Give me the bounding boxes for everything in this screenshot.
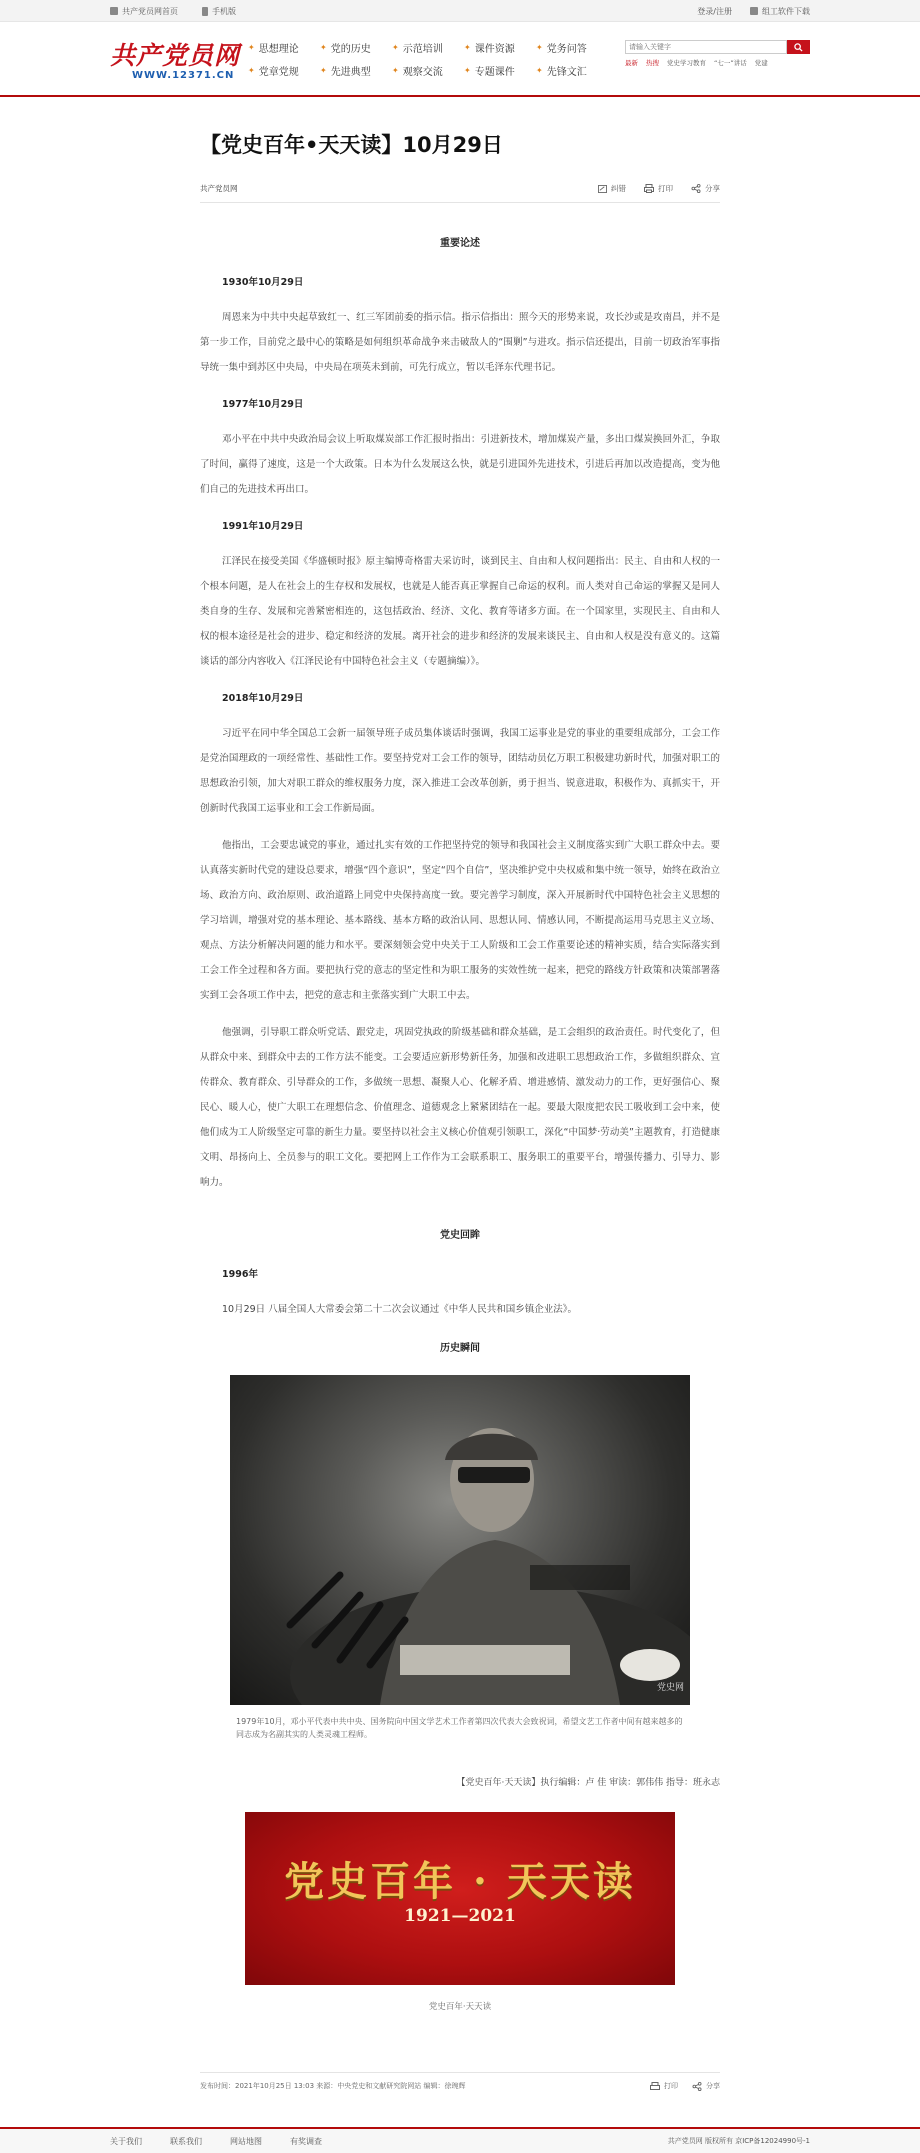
star-icon: ✦: [248, 42, 255, 52]
site-footer: [0, 2127, 920, 2153]
nav-item[interactable]: ✦ 示范培训: [392, 42, 443, 55]
star-icon: ✦: [320, 65, 327, 75]
hot-word[interactable]: “七一”讲话: [714, 59, 747, 67]
hot-word[interactable]: 党史学习教育: [667, 59, 706, 67]
share-icon: [691, 184, 701, 193]
nav-item[interactable]: ✦ 先锋文汇: [536, 65, 587, 78]
home-link[interactable]: [110, 6, 178, 17]
footer-link[interactable]: 联系我们: [170, 2136, 202, 2146]
star-icon: ✦: [464, 65, 471, 75]
site-logo[interactable]: [110, 36, 241, 81]
photo-caption: 1979年10月，邓小平代表中共中央、国务院向中国文学艺术工作者第四次代表大会致祝词，希望文艺工作者中间有越来越多的同志成为名副其实的人类灵魂工程师。: [236, 1717, 683, 1739]
entry-date: 1977年10月29日: [222, 399, 304, 410]
star-icon: ✦: [248, 65, 255, 75]
entry-paragraph: 邓小平在中共中央政治局会议上听取煤炭部工作汇报时指出：引进新技术，增加煤炭产量，多出口煤炭换回外汇，争取了时间，赢得了速度，这是一个大政策。日本为什么发展这么快，就是引进国外先进技术，引进后再加以改造提高，变为他们自己的先进技术再出口。: [200, 434, 720, 495]
entry-paragraph: 周恩来为中共中央起草致红一、红三军团前委的指示信。指示信指出：照今天的形势来说，攻长沙或是攻南昌，并不是第一步工作，目前党之最中心的策略是如何组织革命战争来击破敌人的“围剿”与进攻。指示信还提出，目前一切政治军事指导统一集中到苏区中央局，中央局在项英未到前，可先行成立，暂以毛泽东代理书记。: [200, 312, 720, 373]
search-icon: [794, 43, 803, 52]
search-area: [625, 40, 810, 67]
search-button[interactable]: [787, 40, 810, 54]
star-icon: ✦: [320, 42, 327, 52]
star-icon: ✦: [392, 65, 399, 75]
article-title: 【党史百年•天天读】10月29日: [200, 133, 503, 157]
star-icon: ✦: [536, 42, 543, 52]
footer-link[interactable]: 网站地图: [230, 2136, 262, 2146]
edit-icon: [598, 185, 607, 193]
hot-word[interactable]: 最新: [625, 59, 638, 67]
article: [200, 97, 720, 2091]
top-utility-bar: [0, 0, 920, 22]
review-year: 1996年: [222, 1269, 258, 1280]
logo-text: 共产党员网: [110, 41, 241, 70]
mobile-link[interactable]: [202, 6, 236, 17]
print-icon: [644, 184, 654, 193]
editor-credit: 【党史百年·天天读】执行编辑：卢 佳 审读：郭伟伟 指导：班永志: [456, 1778, 720, 1788]
copyright: 共产党员网 版权所有 京ICP备12024990号-1: [667, 2137, 810, 2145]
star-icon: ✦: [536, 65, 543, 75]
entry-paragraph: 江泽民在接受美国《华盛顿时报》原主编博奇格雷夫采访时，谈到民主、自由和人权问题指出：民主、自由和人权的一个根本问题，是人在社会上的生存权和发展权，也就是人能否真正掌握自己命运的权利。而人类对自己命运的掌握又是同人类自身的生存、发展和完善紧密相连的，这包括政治、经济、文化、教育等诸多方面。在一个国家里，实现民主、自由和人权的根本途径是社会的进步、稳定和经济的发展。离开社会的进步和经济的发展来谈民主、自由和人权是没有意义的。这篇谈话的部分内容收入《江泽民论有中国特色社会主义（专题摘编）》。: [200, 556, 720, 667]
print-button[interactable]: 打印: [644, 183, 673, 194]
site-header: [0, 22, 920, 97]
print-icon: [650, 2082, 660, 2091]
series-banner: [245, 1812, 675, 1985]
entry-paragraph: 他指出，工会要忠诚党的事业，通过扎实有效的工作把坚持党的领导和我国社会主义制度落实到广大职工群众中去。要认真落实新时代党的建设总要求，增强“四个意识”，坚定“四个自信”，坚决维护党中央权威和集中统一领导，始终在政治立场、政治方向、政治原则、政治道路上同党中央保持高度一致。要完善学习制度，深入开展新时代中国特色社会主义思想的学习培训，增强对党的基本理论、基本路线、基本方略的政治认同、思想认同、情感认同，不断提高运用马克思主义立场、观点、方法分析解决问题的能力和水平。要深刻领会党中央关于工人阶级和工会工作重要论述的精神实质，结合实际落实到工会工作全过程和各方面。要把执行党的意志的坚定性和为职工服务的实效性统一起来，把党的路线方针政策和决策部署落实到工会各项工作中去，把党的意志和主张落实到广大职工中去。: [200, 840, 720, 1001]
section-heading: 重要论述: [440, 238, 480, 249]
nav-item[interactable]: ✦ 党的历史: [320, 42, 371, 55]
nav-item[interactable]: ✦ 观察交流: [392, 65, 443, 78]
article-source: 共产党员网: [200, 184, 238, 193]
nav-item[interactable]: ✦ 思想理论: [248, 42, 299, 55]
footer-link[interactable]: 关于我们: [110, 2136, 142, 2146]
section-heading: 党史回眸: [440, 1230, 480, 1241]
mobile-link-label: 手机版: [212, 6, 236, 16]
article-body: [200, 231, 720, 2020]
photo-watermark: 党史网: [656, 1683, 684, 1693]
share-button[interactable]: 分享: [691, 183, 720, 194]
entry-date: 1930年10月29日: [222, 277, 304, 288]
home-link-label: 共产党员网首页: [122, 6, 178, 16]
banner-caption: 党史百年·天天读: [428, 2002, 492, 2012]
login-link[interactable]: 登录/注册: [697, 6, 732, 16]
correct-button[interactable]: 纠错: [598, 183, 626, 194]
history-photo: [230, 1375, 690, 1705]
section-heading: 历史瞬间: [440, 1343, 480, 1354]
mobile-icon: [202, 7, 208, 16]
nav-item[interactable]: ✦ 党章党规: [248, 65, 299, 78]
publish-info: 发布时间：2021年10月25日 13:03 来源：中央党史和文献研究院网站 编辑：徐琬辉: [200, 2082, 466, 2090]
entry-date: 1991年10月29日: [222, 521, 304, 532]
article-meta: [200, 183, 720, 203]
entry-date: 2018年10月29日: [222, 693, 304, 704]
logo-url: WWW.12371.CN: [132, 70, 235, 81]
hot-words: [625, 58, 810, 67]
entry-paragraph: 他强调，引导职工群众听党话、跟党走，巩固党执政的阶级基础和群众基础，是工会组织的政治责任。时代变化了，但从群众中来、到群众中去的工作方法不能变。工会要适应新形势新任务，加强和改进职工思想政治工作，多做组织群众、宣传群众、教育群众、引导群众的工作，多做统一思想、凝聚人心、化解矛盾、增进感情、激发动力的工作，更好强信心、聚民心、暖人心，使广大职工在理想信念、价值理念、道德观念上紧紧团结在一起。要最大限度把农民工吸收到工会中来，使他们成为工人阶级坚定可靠的新生力量。要坚持以社会主义核心价值观引领职工，深化“中国梦·劳动美”主题教育，打造健康文明、昂扬向上、全员参与的职工文化。要把网上工作作为工会联系职工、服务职工的重要平台，增强传播力、引导力、影响力。: [200, 1027, 720, 1188]
nav-item[interactable]: ✦ 党务问答: [536, 42, 587, 55]
search-input[interactable]: [625, 40, 787, 54]
banner-title: 党史百年 · 天天读: [284, 1857, 636, 1905]
main-nav: [248, 40, 608, 78]
nav-item[interactable]: ✦ 课件资源: [464, 42, 515, 55]
hot-word[interactable]: 热搜: [646, 59, 659, 67]
review-text: 10月29日 八届全国人大常委会第二十二次会议通过《中华人民共和国乡镇企业法》。: [222, 1304, 577, 1315]
home-icon: [110, 7, 118, 15]
hot-word[interactable]: 党建: [754, 59, 768, 67]
download-link-label: 组工软件下载: [762, 6, 810, 16]
bottom-print-button[interactable]: 打印: [650, 2081, 678, 2091]
download-icon: [750, 7, 758, 15]
download-link[interactable]: [750, 6, 810, 17]
nav-item[interactable]: ✦ 先进典型: [320, 65, 371, 78]
nav-item[interactable]: ✦ 专题课件: [464, 65, 515, 78]
photo-illustration: [230, 1375, 690, 1705]
star-icon: ✦: [392, 42, 399, 52]
share-icon: [692, 2082, 702, 2091]
entry-paragraph: 习近平在同中华全国总工会新一届领导班子成员集体谈话时强调，我国工运事业是党的事业的重要组成部分，工会工作是党治国理政的一项经常性、基础性工作。要坚持党对工会工作的领导，团结动员亿万职工积极建功新时代，加强对职工的思想政治引领，加大对职工群众的维权服务力度，深入推进工会改革创新，勇于担当、锐意进取，积极作为、真抓实干，开创新时代我国工运事业和工会工作新局面。: [200, 728, 720, 814]
star-icon: ✦: [464, 42, 471, 52]
footer-link[interactable]: 有奖调查: [290, 2136, 322, 2146]
banner-years: 1921—2021: [404, 1905, 516, 1926]
bottom-share-button[interactable]: 分享: [692, 2081, 720, 2091]
publish-info-bar: [200, 2072, 720, 2091]
